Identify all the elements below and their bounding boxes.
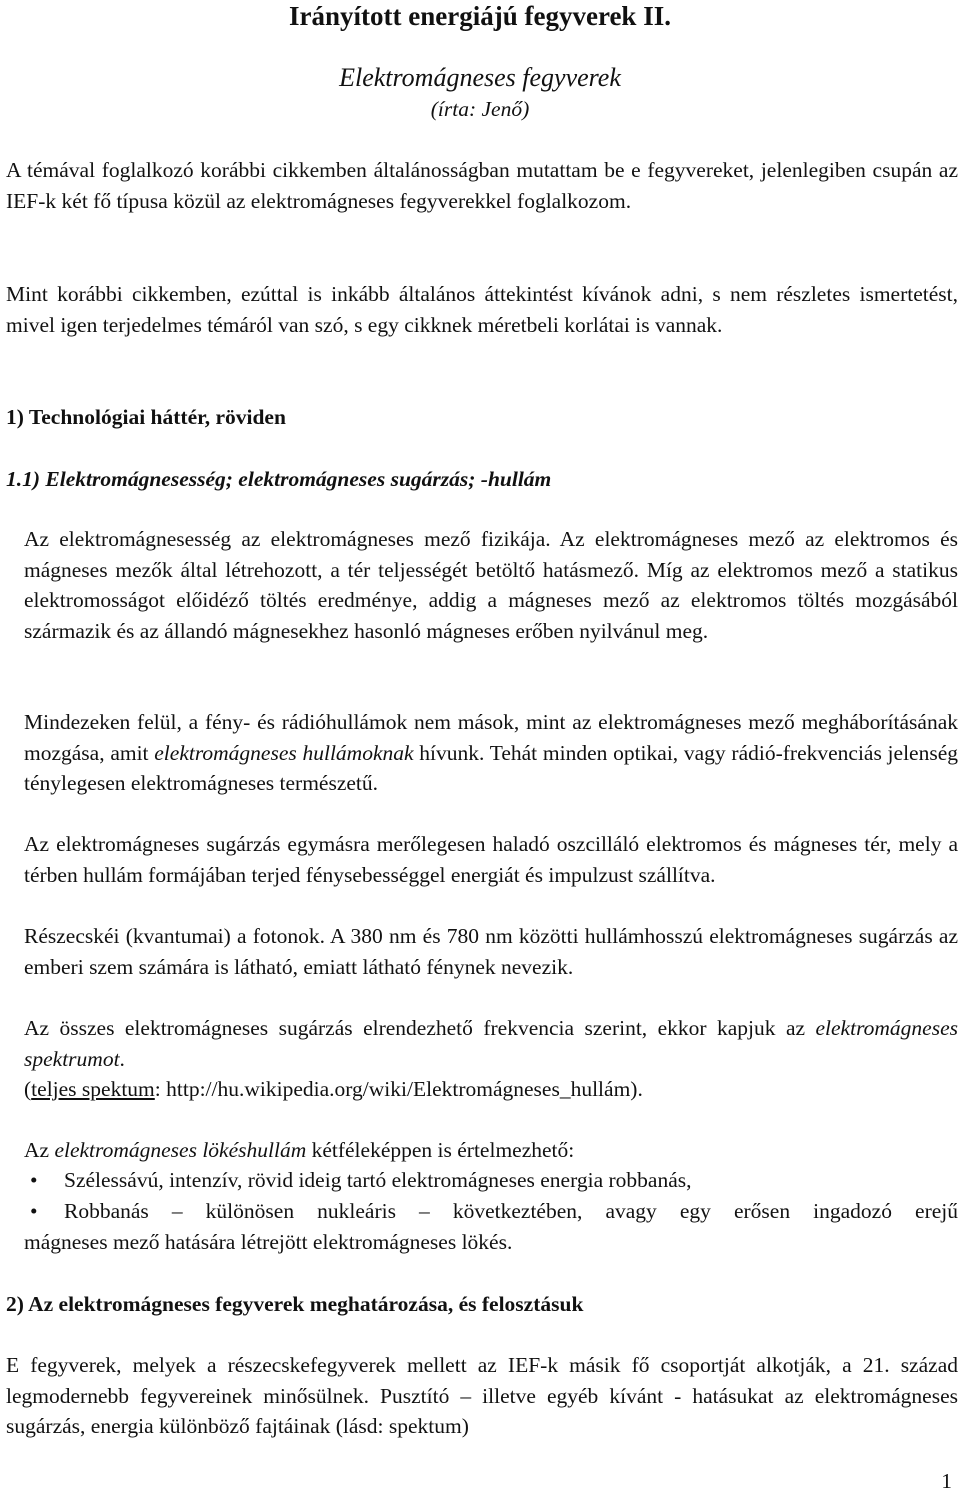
em-waves-paragraph	[24, 707, 958, 799]
photons-paragraph: Részecskéi (kvantumai) a fotonok. A 380 nm és 780 nm közötti hullámhosszú elektromágneses sugárzás az emberi szem számára is látható, emiatt látható fénynek nevezik.	[24, 924, 958, 979]
spectrum-link[interactable]: teljes spektum	[31, 1077, 155, 1101]
bullet-icon: •	[30, 1199, 38, 1223]
document-subtitle: Elektromágneses fegyverek	[339, 63, 621, 92]
spectrum-text-a: Az összes elektromágneses sugárzás elrendezhető frekvencia szerint, ekkor kapjuk az	[24, 1016, 816, 1040]
spectrum-link-open: (	[24, 1077, 32, 1101]
em-waves-text-a: Mindezeken felül, a fény- és rádióhullámok nem mások, mint az elektromágneses mező megháborításának mozgása, amit	[24, 710, 958, 765]
section-2-heading: 2) Az elektromágneses fegyverek meghatározása, és felosztásuk	[6, 1292, 584, 1316]
intro-paragraph-1: A témával foglalkozó korábbi cikkemben általánosságban mutattam be e fegyvereket, jelenlegiben csupán az IEF-k két fő típusa közül az elektromágneses fegyverekkel foglalkozom.	[6, 158, 958, 213]
list-item	[24, 1165, 958, 1196]
em-pulse-text-a: Az	[24, 1138, 55, 1162]
bullet-icon: •	[30, 1168, 38, 1192]
section-2-paragraph: E fegyverek, melyek a részecskefegyverek mellett az IEF-k másik fő csoportját alkotják, a 21. század legmodernebb fegyvereinek minősülnek. Pusztító – illetve egyéb kívánt - hatásukat az elektromágneses sugárzás, energia különböző fajtáinak (lásd: spektum)	[6, 1353, 958, 1438]
em-pulse-tail: mágneses mező hatására létrejött elektromágneses lökés.	[24, 1230, 513, 1254]
list-item-text: Szélessávú, intenzív, rövid ideig tartó elektromágneses energia robbanás,	[64, 1168, 692, 1192]
list-item-text: Robbanás – különösen nukleáris – következtében, avagy egy erősen ingadozó erejű	[64, 1199, 958, 1223]
spectrum-text-b: .	[119, 1046, 125, 1071]
em-waves-text-b: hívunk. Tehát minden optikai, vagy rádió-frekvenciás jelenség ténylegesen elektromágneses természetű.	[24, 740, 958, 795]
em-pulse-intro	[24, 1135, 958, 1166]
spectrum-link-url: : http://hu.wikipedia.org/wiki/Elektromágneses_hullám).	[154, 1077, 643, 1101]
spectrum-italic: elektromágneses spektrumot	[24, 1016, 958, 1071]
spectrum-paragraph	[24, 1013, 958, 1074]
intro-paragraph-2: Mint korábbi cikkemben, ezúttal is inkább általános áttekintést kívánok adni, s nem részletes ismertetést, mivel igen terjedelmes témáról van szó, s egy cikknek méretbeli korlátai is vannak.	[6, 282, 958, 337]
em-pulse-text-b: kétféleképpen is értelmezhető:	[306, 1138, 575, 1162]
em-waves-italic: elektromágneses hullámoknak	[154, 740, 414, 765]
section-1-1-heading: 1.1) Elektromágnesesség; elektromágneses sugárzás; -hullám	[6, 467, 552, 491]
em-field-paragraph: Az elektromágnesesség az elektromágneses mező fizikája. Az elektromágneses mező az elektromos és mágneses mezők által létrehozott, a tér teljességét betöltő hatásmező. Míg az elektromos mező a statikus elektromosságot előidéző töltés eredménye, addig a mágneses mező az elektromos töltés mozgásából származik és az állandó mágnesekhez hasonló mágneses erőben nyilvánul meg.	[24, 527, 958, 643]
em-radiation-paragraph: Az elektromágneses sugárzás egymásra merőlegesen haladó oszcilláló elektromos és mágneses tér, mely a térben hullám formájában terjed fénysebességgel energiát és impulzust szállítva.	[24, 832, 958, 887]
page-number: 1	[941, 1469, 952, 1493]
document-title: Irányított energiájú fegyverek II.	[289, 1, 671, 31]
author-line: (írta: Jenő)	[430, 97, 530, 121]
section-1-heading: 1) Technológiai háttér, röviden	[6, 405, 286, 429]
spectrum-link-line	[24, 1074, 958, 1105]
em-pulse-italic: elektromágneses lökéshullám	[54, 1138, 307, 1162]
list-item	[24, 1196, 958, 1227]
